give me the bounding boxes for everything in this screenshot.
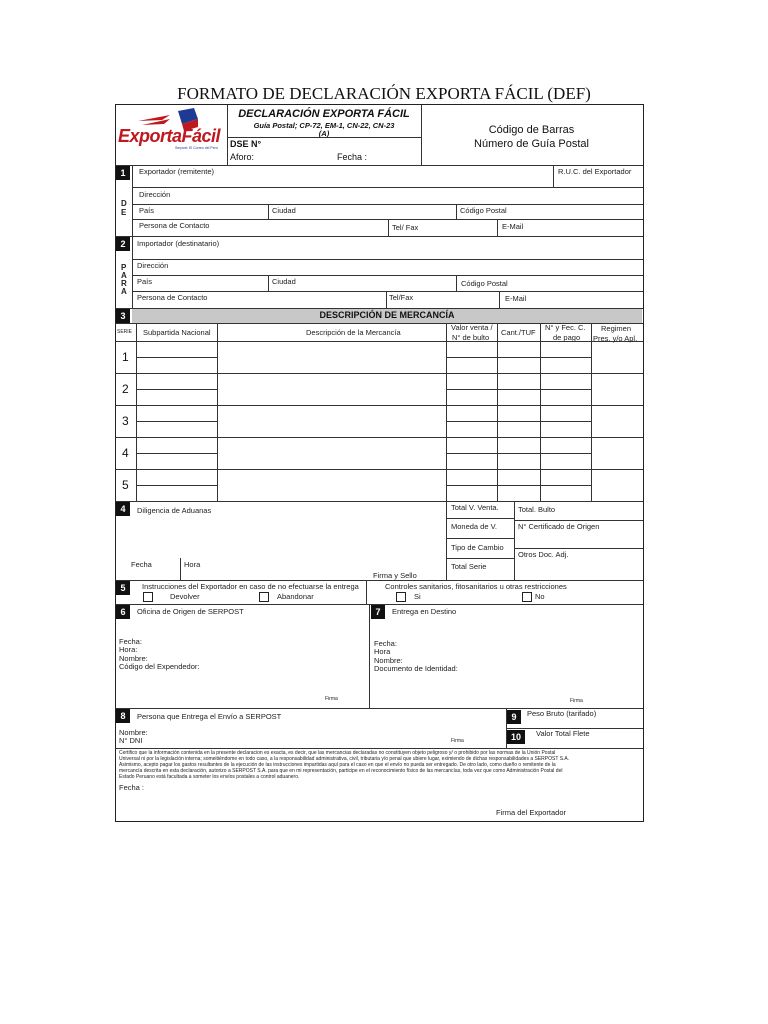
col-valor-1: Valor venta / — [451, 323, 493, 332]
nombre-6-label: Nombre: — [119, 654, 148, 663]
section-2-badge: 2 — [116, 237, 130, 251]
serie-row-4: 4 — [122, 446, 129, 460]
codigo-postal-label: Código Postal — [460, 206, 507, 215]
email-2-label: E-Mail — [505, 294, 527, 303]
col-subpartida: Subpartida Nacional — [143, 328, 211, 337]
form-title: DECLARACIÓN EXPORTA FÁCIL — [238, 108, 410, 120]
section-10-badge: 10 — [507, 730, 525, 744]
logo-brand: ExportaFácil — [118, 126, 221, 146]
col-valor-2: N° de bulto — [452, 333, 490, 342]
section-9-badge: 9 — [507, 710, 521, 724]
si-checkbox[interactable] — [396, 592, 406, 602]
importador-label: Importador (destinatario) — [137, 239, 220, 248]
ruc-label: R.U.C. del Exportador — [558, 167, 632, 176]
col-cant: Cant./TUF — [501, 328, 536, 337]
certificado-label: N° Certificado de Origen — [518, 522, 600, 531]
oficina-origen-label: Oficina de Origen de SERPOST — [137, 607, 244, 616]
barcode-label: Código de Barras — [488, 124, 575, 136]
abandonar-checkbox[interactable] — [259, 592, 269, 602]
total-venta-label: Total V. Venta. — [451, 503, 499, 512]
cert-line-5: Estado Peruano está facultada a someter los envíos postales a control aduanero. — [119, 774, 300, 780]
dse-label: DSE N° — [230, 139, 262, 149]
side-para-p: P — [121, 263, 127, 272]
otros-doc-label: Otros Doc. Adj. — [518, 550, 569, 559]
firma-sello-label: Firma y Sello — [373, 571, 417, 580]
fecha-4-label: Fecha — [131, 560, 152, 569]
side-de-e: E — [121, 208, 127, 217]
diligencia-label: Diligencia de Aduanas — [137, 506, 212, 515]
fecha-label: Fecha : — [337, 152, 368, 162]
no-label: No — [535, 592, 545, 601]
nombre-7-label: Nombre: — [374, 656, 403, 665]
pais-label: País — [139, 206, 155, 215]
contacto-2-label: Persona de Contacto — [137, 293, 208, 302]
ciudad-2-label: Ciudad — [272, 277, 296, 286]
side-de-d: D — [121, 199, 127, 208]
serie-row-1: 1 — [122, 350, 129, 364]
section-6-badge: 6 — [116, 605, 130, 619]
moneda-label: Moneda de V. — [451, 522, 498, 531]
no-checkbox[interactable] — [522, 592, 532, 602]
serie-row-3: 3 — [122, 414, 129, 428]
codigo-expendedor-label: Código del Expendedor: — [119, 662, 200, 671]
dni-label: N° DNI — [119, 736, 143, 745]
cert-line-1: Certifico que la información contenida en la presente declaracion es exacta, es decir, que las mercancias declaradas no constituyen objeto peligroso y/ o prohibido por las normas de la Unión Postal — [119, 750, 556, 756]
aforo-label: Aforo: — [230, 152, 255, 162]
section-5-badge: 5 — [116, 581, 130, 595]
firma-exportador-label: Firma del Exportador — [496, 808, 567, 817]
col-regimen-1: Regimen — [601, 324, 632, 333]
serie-row-2: 2 — [122, 382, 129, 396]
codigo-postal-2-label: Código Postal — [461, 279, 508, 288]
firma-7-label: Firma — [570, 698, 583, 704]
cert-fecha-label: Fecha : — [119, 783, 145, 792]
col-descripcion: Descripción de la Mercancía — [306, 328, 401, 337]
fecha-6-label: Fecha: — [119, 637, 142, 646]
guia-label: Número de Guía Postal — [474, 138, 589, 150]
email-label: E-Mail — [502, 222, 524, 231]
side-para-a2: A — [121, 287, 127, 296]
section-1-badge: 1 — [116, 166, 130, 180]
nombre-8-label: Nombre: — [119, 728, 148, 737]
mercancia-title: DESCRIPCIÓN DE MERCANCÍA — [319, 310, 455, 320]
direccion-2-label: Dirección — [137, 261, 169, 270]
form-subtitle: Guía Postal; CP-72, EM-1, CN-22, CN-23 — [253, 121, 395, 130]
firma-6-label: Firma — [325, 696, 338, 702]
pais-2-label: País — [137, 277, 153, 286]
logo-tagline: Serpost: El Correo del Perú — [175, 146, 218, 150]
tipo-cambio-label: Tipo de Cambio — [451, 543, 504, 552]
instrucciones-label: Instrucciones del Exportador en caso de no efectuarse la entrega — [142, 582, 359, 591]
col-fec-2: de pago — [553, 333, 581, 342]
section-4-badge: 4 — [116, 502, 130, 516]
total-serie-label: Total Serie — [451, 562, 487, 571]
devolver-checkbox[interactable] — [143, 592, 153, 602]
hora-7-label: Hora — [374, 647, 391, 656]
tel-2-label: Tel/Fax — [389, 293, 414, 302]
tel-label: Tel/ Fax — [392, 223, 419, 232]
cert-line-4: mercancía descrita en esta declaración, autorizo a SERPOST S.A. para que en mi representación, participe en el reconocimiento físico de las mercancías, toda vez que como Administración Postal del — [119, 768, 563, 774]
firma-8-label: Firma — [451, 738, 464, 744]
peso-bruto-label: Peso Bruto (tarifado) — [527, 709, 597, 718]
direccion-label: Dirección — [139, 190, 171, 199]
form-subtitle-a: (A) — [318, 129, 330, 138]
persona-entrega-label: Persona que Entrega el Envío a SERPOST — [137, 712, 282, 721]
section-7-badge: 7 — [371, 605, 385, 619]
exportador-label: Exportador (remitente) — [139, 167, 215, 176]
serie-row-5: 5 — [122, 478, 129, 492]
ciudad-label: Ciudad — [272, 206, 296, 215]
cert-line-3: Asimismo, acepto pagar los gastos resultantes de la ejecución de las instrucciones impartidas aquí para el caso en que el envío no pueda ser entregado. De otro lado, como dueño o remitente de la — [119, 762, 556, 768]
side-para-a1: A — [121, 271, 127, 280]
col-regimen-2: Pres. y/o Apl. — [593, 334, 638, 343]
contacto-label: Persona de Contacto — [139, 221, 210, 230]
page-title: FORMATO DE DECLARACIÓN EXPORTA FÁCIL (DEF) — [177, 84, 591, 103]
side-para-r: R — [121, 279, 127, 288]
hora-4-label: Hora — [184, 560, 201, 569]
si-label: Si — [414, 592, 421, 601]
controles-label: Controles sanitarios, fitosanitarios u otras restricciones — [385, 582, 567, 591]
section-3-badge: 3 — [116, 309, 130, 323]
valor-flete-label: Valor Total Flete — [536, 729, 590, 738]
col-serie: SERIE — [117, 329, 133, 335]
devolver-label: Devolver — [170, 592, 200, 601]
hora-6-label: Hora: — [119, 645, 138, 654]
abandonar-label: Abandonar — [277, 592, 314, 601]
section-8-badge: 8 — [116, 709, 130, 723]
documento-label: Documento de Identidad: — [374, 664, 458, 673]
col-fec-1: N° y Fec. C. — [545, 323, 586, 332]
total-bulto-label: Total. Bulto — [518, 505, 556, 514]
entrega-destino-label: Entrega en Destino — [392, 607, 457, 616]
fecha-7-label: Fecha: — [374, 639, 397, 648]
cert-line-2: Universal ni por la legislación interna; someitiéndome en todo caso, a la responsabilidad administrativa, civil, tributaria y/o penal que ubiere lugar, eximiendo de dichas responsabilidades a SERPOST S.A. — [119, 756, 570, 762]
